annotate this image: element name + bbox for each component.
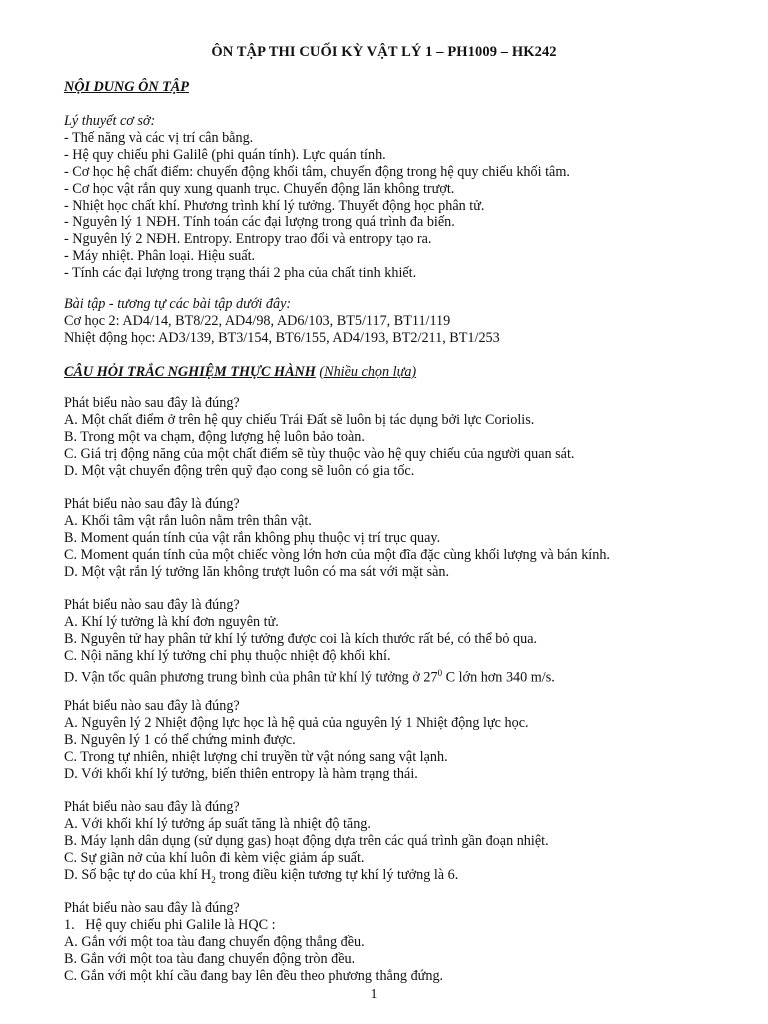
answer-option: A. Nguyên lý 2 Nhiệt động lực học là hệ quả của nguyên lý 1 Nhiệt động lực học. — [64, 714, 529, 731]
answer-option: C. Nội năng khí lý tưởng chỉ phụ thuộc nhiệt độ khối khí. — [64, 647, 391, 664]
question-4 — [64, 698, 529, 783]
question-prompt: Phát biểu nào sau đây là đúng? — [64, 395, 240, 411]
theory-item: - Cơ học hệ chất điểm: chuyển động khối tâm, chuyển động trong hệ quy chiếu khối tâm. — [64, 163, 570, 180]
question-3 — [64, 597, 555, 686]
question-prompt: Phát biểu nào sau đây là đúng? — [64, 597, 240, 613]
answer-option: C. Sự giãn nở của khí luôn đi kèm việc giảm áp suất. — [64, 849, 365, 866]
answer-option: A. Khí lý tưởng là khí đơn nguyên tử. — [64, 613, 279, 630]
answer-option: B. Gắn với một toa tàu đang chuyển động tròn đều. — [64, 950, 356, 967]
superscript-degree: 0 — [437, 667, 443, 678]
theory-item: - Tính các đại lượng trong trạng thái 2 pha của chất tinh khiết. — [64, 265, 417, 282]
answer-option: C. Trong tự nhiên, nhiệt lượng chỉ truyền từ vật nóng sang vật lạnh. — [64, 748, 448, 765]
question-prompt: Phát biểu nào sau đây là đúng? — [64, 900, 240, 916]
question-5 — [64, 799, 549, 888]
page-number: 1 — [370, 987, 378, 1002]
theory-item: - Hệ quy chiếu phi Galilê (phi quán tính). Lực quán tính. — [64, 146, 386, 163]
answer-option: B. Moment quán tính của vật rắn không phụ thuộc vị trí trục quay. — [64, 529, 441, 546]
question-prompt: Phát biểu nào sau đây là đúng? — [64, 496, 240, 512]
answer-option: A. Khối tâm vật rắn luôn nằm trên thân vật. — [64, 512, 312, 529]
quiz-heading-line — [64, 364, 416, 381]
question-prompt: Phát biểu nào sau đây là đúng? — [64, 698, 240, 714]
answer-option: B. Máy lạnh dân dụng (sử dụng gas) hoạt động dựa trên các quá trình gần đoạn nhiệt. — [64, 832, 549, 849]
quiz-heading-note: (Nhiều chọn lựa) — [319, 364, 417, 380]
page-title: ÔN TẬP THI CUỐI KỲ VẬT LÝ 1 – PH1009 – HK242 — [211, 44, 557, 60]
exercise-label: Bài tập - tương tự các bài tập dưới đây: — [64, 296, 292, 312]
theory-item: - Nguyên lý 1 NĐH. Tính toán các đại lượng trong quá trình đa biến. — [64, 214, 455, 231]
review-section — [64, 79, 189, 96]
theory-item: - Cơ học vật rắn quy xung quanh trục. Chuyển động lăn không trượt. — [64, 180, 455, 197]
exercise-block — [64, 296, 500, 347]
theory-label: Lý thuyết cơ sở: — [64, 113, 156, 129]
answer-option: B. Trong một va chạm, động lượng hệ luôn bảo toàn. — [64, 428, 365, 445]
question-sub-prompt: 1. Hệ quy chiếu phi Galile là HQC : — [64, 916, 276, 933]
option-text: trong điều kiện tương tự khí lý tưởng là 6. — [215, 866, 459, 883]
review-heading: NỘI DUNG ÔN TẬP — [64, 79, 189, 95]
theory-item: - Nguyên lý 2 NĐH. Entropy. Entropy trao đổi và entropy tạo ra. — [64, 231, 432, 248]
option-text: D. Số bậc tự do của khí H — [64, 866, 212, 883]
theory-item: - Máy nhiệt. Phân loại. Hiệu suất. — [64, 248, 256, 265]
question-1 — [64, 395, 574, 480]
answer-option: B. Nguyên lý 1 có thể chứng minh được. — [64, 731, 296, 748]
quiz-heading: CÂU HỎI TRẮC NGHIỆM THỰC HÀNH — [64, 364, 316, 380]
theory-item: - Thế năng và các vị trí cân bằng. — [64, 129, 254, 146]
answer-option: B. Nguyên tử hay phân tử khí lý tưởng được coi là kích thước rất bé, có thể bỏ qua. — [64, 630, 538, 647]
question-6 — [64, 900, 443, 985]
exercise-mechanics: Cơ học 2: AD4/14, BT8/22, AD4/98, AD6/103, BT5/117, BT11/119 — [64, 312, 451, 329]
answer-option: D. Với khối khí lý tưởng, biến thiên entropy là hàm trạng thái. — [64, 765, 418, 782]
theory-block — [64, 113, 570, 282]
answer-option: A. Một chất điểm ở trên hệ quy chiếu Trái Đất sẽ luôn bị tác dụng bởi lực Coriolis. — [64, 411, 535, 428]
answer-option: D. Một vật rắn lý tưởng lăn không trượt luôn có ma sát với mặt sàn. — [64, 563, 450, 580]
answer-option — [64, 665, 555, 687]
answer-option: D. Một vật chuyển động trên quỹ đạo cong sẽ luôn có gia tốc. — [64, 462, 415, 479]
theory-item: - Nhiệt học chất khí. Phương trình khí lý tưởng. Thuyết động học phân tử. — [64, 197, 485, 214]
option-text: D. Vận tốc quân phương trung bình của phân tử khí lý tưởng ở 27 — [64, 669, 438, 686]
answer-option: C. Gắn với một khí cầu đang bay lên đều theo phương thẳng đứng. — [64, 967, 444, 984]
question-2 — [64, 496, 610, 581]
answer-option — [64, 867, 549, 889]
answer-option: C. Moment quán tính của một chiếc vòng lớn hơn của một đĩa đặc cùng khối lượng và bán kính. — [64, 546, 610, 563]
answer-option: A. Với khối khí lý tưởng áp suất tăng là nhiệt độ tăng. — [64, 815, 371, 832]
option-text: C lớn hơn 340 m/s. — [442, 669, 555, 686]
exercise-thermo: Nhiệt động học: AD3/139, BT3/154, BT6/155, AD4/193, BT2/211, BT1/253 — [64, 329, 500, 346]
answer-option: C. Giá trị động năng của một chất điểm sẽ tùy thuộc vào hệ quy chiếu của người quan sát. — [64, 445, 575, 462]
subscript-two: 2 — [211, 874, 216, 885]
answer-option: A. Gắn với một toa tàu đang chuyển động thẳng đều. — [64, 933, 365, 950]
question-prompt: Phát biểu nào sau đây là đúng? — [64, 799, 240, 815]
